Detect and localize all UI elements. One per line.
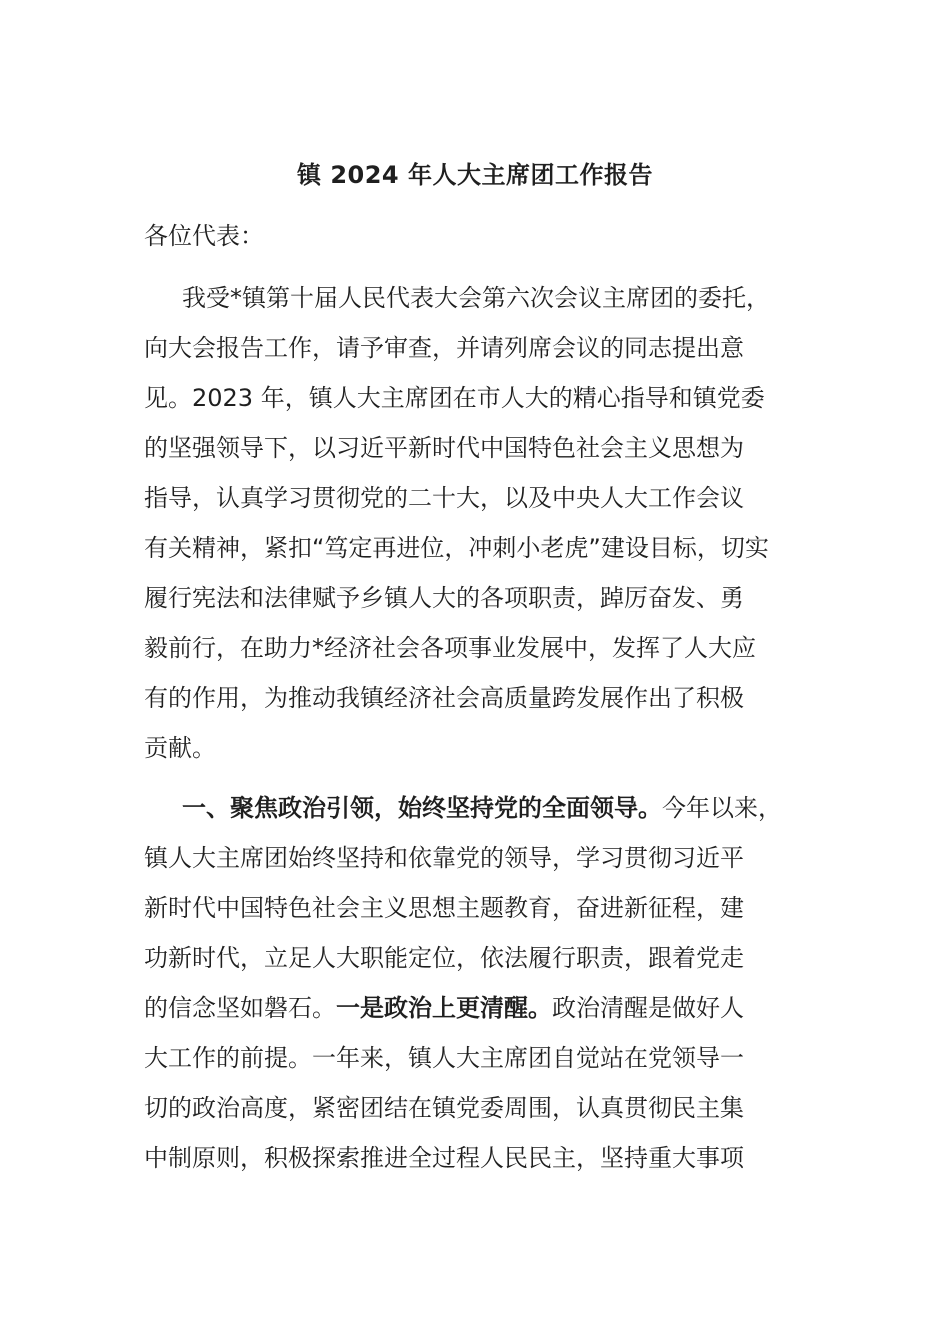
text-line: 履行宪法和法律赋予乡镇人大的各项职责，踔厉奋发、勇 <box>144 584 744 612</box>
sub-heading: 一是政治上更清醒。 <box>336 994 552 1022</box>
section-heading: 一、聚焦政治引领，始终坚持党的全面领导。 <box>182 794 662 822</box>
salutation: 各位代表： <box>144 222 264 250</box>
text-line <box>144 783 844 833</box>
text-line: 的坚强领导下，以习近平新时代中国特色社会主义思想为 <box>144 434 744 462</box>
text-line: 我受*镇第十届人民代表大会第六次会议主席团的委托， <box>182 284 770 312</box>
text-line: 毅前行，在助力*经济社会各项事业发展中，发挥了人大应 <box>144 634 756 662</box>
text-line: 中制原则，积极探索推进全过程人民民主，坚持重大事项 <box>144 1144 744 1172</box>
text-line: 见。2023 年，镇人大主席团在市人大的精心指导和镇党委 <box>144 384 765 412</box>
text-fragment: 政治清醒是做好人 <box>552 994 744 1022</box>
paragraph-intro <box>144 273 844 773</box>
text-line <box>144 983 844 1033</box>
paragraph-section-one <box>144 783 844 1183</box>
text-fragment: 的信念坚如磐石。 <box>144 994 336 1022</box>
text-line: 新时代中国特色社会主义思想主题教育，奋进新征程，建 <box>144 894 744 922</box>
text-line: 功新时代，立足人大职能定位，依法履行职责，跟着党走 <box>144 944 744 972</box>
text-line: 贡献。 <box>144 734 216 762</box>
text-line: 向大会报告工作，请予审查，并请列席会议的同志提出意 <box>144 334 744 362</box>
text-line: 指导，认真学习贯彻党的二十大，以及中央人大工作会议 <box>144 484 744 512</box>
text-line: 有关精神，紧扣“笃定再进位，冲刺小老虎”建设目标，切实 <box>144 534 769 562</box>
text-fragment: 今年以来， <box>662 794 782 822</box>
document-title: 镇 2024 年人大主席团工作报告 <box>296 161 653 189</box>
text-line: 镇人大主席团始终坚持和依靠党的领导，学习贯彻习近平 <box>144 844 744 872</box>
text-line: 切的政治高度，紧密团结在镇党委周围，认真贯彻民主集 <box>144 1094 744 1122</box>
text-line: 有的作用，为推动我镇经济社会高质量跨发展作出了积极 <box>144 684 744 712</box>
text-line: 大工作的前提。一年来，镇人大主席团自觉站在党领导一 <box>144 1044 744 1072</box>
